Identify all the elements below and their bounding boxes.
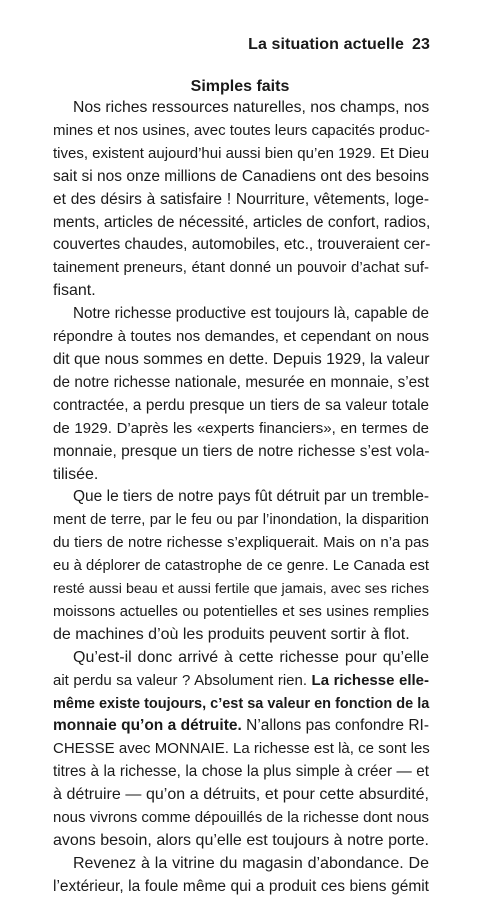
text-line: et des désirs à satisfaire ! Nourriture, vêtements, loge-: [53, 190, 429, 208]
text-line: à détruire — qu’on a détruits, et pour cette absurdité,: [53, 786, 429, 804]
text-run: N’allons pas confondre RI-: [241, 717, 429, 735]
text-line: [53, 670, 429, 693]
text-line: contractée, a perdu presque un tiers de sa valeur totale: [53, 396, 429, 414]
text-line: titres à la richesse, la chose la plus simple à créer — et: [53, 763, 429, 781]
text-line: CHESSE avec MONNAIE. La richesse est là, ce sont les: [53, 740, 430, 758]
text-line: du tiers de notre richesse s’expliquerait. Mais on n’a pas: [53, 534, 429, 552]
text-line: répondre à toutes nos demandes, et cependant on nous: [53, 328, 429, 346]
text-line: dit que nous sommes en dette. Depuis 1929, la valeur: [53, 350, 430, 368]
text-line: de notre richesse nationale, mesurée en monnaie, s’est: [53, 373, 429, 391]
text-line: de 1929. D’après les «experts financiers», en termes de: [53, 419, 429, 437]
text-line: mines et nos usines, avec toutes leurs capacités produc-: [53, 121, 430, 139]
text-line: [53, 715, 429, 738]
text-line: Nos riches ressources naturelles, nos champs, nos: [73, 99, 430, 116]
text-line: resté aussi beau et aussi fertile que jamais, avec ses riches: [53, 581, 429, 598]
text-line: ments, articles de nécessité, articles de confort, radios,: [53, 213, 431, 231]
text-line: nous vivrons comme dépouillés de la richesse dont nous: [53, 809, 430, 827]
text-line: avons besoin, alors qu’elle est toujours à notre porte.: [53, 832, 429, 849]
text-line: moissons actuelles ou potentielles et ses usines remplies: [53, 603, 429, 620]
text-line: l’extérieur, la foule même qui a produit ces biens gémit: [53, 877, 429, 895]
text-line: tainement preneurs, étant donné un pouvoir d’achat suf-: [53, 259, 429, 277]
text-line: Revenez à la vitrine du magasin d’abondance. De: [73, 854, 429, 872]
text-line: Notre richesse productive est toujours là, capable de: [73, 305, 429, 323]
page-number: 23: [412, 36, 430, 53]
text-line: eu à déplorer de catastrophe de ce genre. Le Canada est: [53, 558, 429, 575]
bold-text-run: monnaie qu’on a détruite.: [53, 717, 242, 735]
bold-text-run: La richesse elle-: [311, 671, 430, 689]
text-line: Qu’est-il donc arrivé à cette richesse pour qu’elle: [73, 648, 429, 666]
text-line: ment de terre, par le feu ou par l’inondation, la disparition: [53, 512, 429, 529]
text-line: monnaie, presque un tiers de notre richesse s’est vola-: [53, 442, 430, 460]
text-run: ait perdu sa valeur ? Absolument rien.: [53, 671, 312, 689]
section-title: Simples faits: [190, 78, 290, 95]
running-header-title: La situation actuelle: [248, 36, 404, 53]
text-line: tilisée.: [53, 465, 99, 483]
body-text: [53, 97, 429, 899]
text-line: de machines d’où les produits peuvent sortir à flot.: [53, 625, 410, 643]
running-header: [248, 36, 430, 54]
text-line: même existe toujours, c’est sa valeur en fonction de la: [53, 695, 430, 712]
text-line: fisant.: [53, 282, 96, 300]
text-line: couvertes chaudes, automobiles, etc., trouveraient cer-: [53, 236, 431, 254]
text-line: sait si nos onze millions de Canadiens ont des besoins: [53, 167, 429, 185]
text-line: Que le tiers de notre pays fût détruit par un tremble-: [73, 488, 429, 506]
text-line: tives, existent aujourd’hui aussi bien qu’en 1929. Et Dieu: [53, 144, 430, 162]
